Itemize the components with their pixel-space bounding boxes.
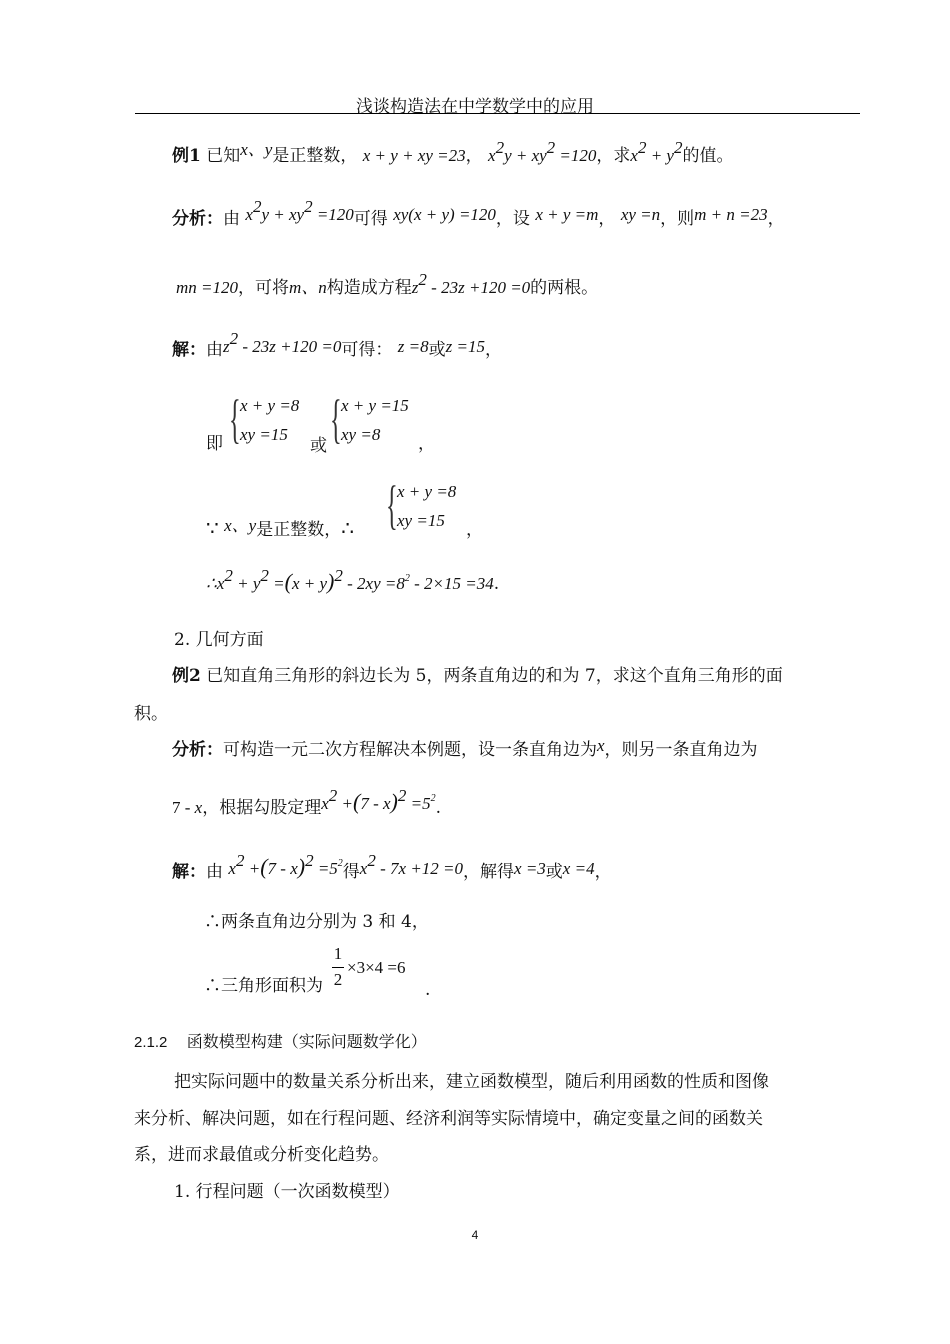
analysis-2-label: 分析： <box>172 740 223 760</box>
analysis1-text-a: 由 <box>223 209 240 229</box>
analysis1-sep: ， <box>598 209 616 229</box>
solution1-eq-c: z =15 <box>445 337 485 356</box>
fraction-bar <box>332 967 344 968</box>
example-2-label: 例2 <box>172 666 201 686</box>
running-header: 浅谈构造法在中学数学中的应用 <box>356 97 594 117</box>
analysis1-text-b: 可得 <box>353 209 388 229</box>
solution-2-line-3-end: . <box>425 980 431 1000</box>
example-2-text: 已知直角三角形的斜边长为 5，两条直角边的和为 7，求这个直角三角形的面 <box>206 666 783 686</box>
ex1-text-a: 已知 <box>206 146 241 166</box>
example-1-line <box>172 138 734 168</box>
solution-1-line-1 <box>172 329 502 362</box>
section-number: 2.1.2 <box>134 1034 168 1051</box>
system-2-eq-2: xy =8 <box>341 425 381 444</box>
paragraph-line-2: 来分析、解决问题，如在行程问题、经济利润等实际情境中，确定变量之间的函数关 <box>134 1109 763 1129</box>
solution-2-line-1 <box>172 851 612 884</box>
solution1-eq-b: z =8 <box>397 337 429 356</box>
solution1-ji: 即 <box>206 434 223 454</box>
solution2-text-c: ，解得 <box>463 862 515 882</box>
because-line <box>206 516 354 542</box>
ex1-equation-2: $x^2y + xy^2 =120$ <box>488 138 597 165</box>
system-1-eq-1: x + y =8 <box>240 396 300 415</box>
analysis1-eq-mn: mn =120 <box>176 278 239 297</box>
solution2-end: ， <box>594 862 612 882</box>
solution-2-line-3: ∴三角形面积为 <box>204 976 323 996</box>
analysis1-quadratic: $z^2 - 23z +120 =0$ <box>411 270 531 297</box>
analysis2-line2-end: . <box>435 798 442 818</box>
solution1-comma-2: ， <box>466 520 483 540</box>
analysis1-eq-b: xy(x + y) =120 <box>393 205 496 224</box>
solution-1-label: 解： <box>172 340 206 360</box>
solution2-text-d: 或 <box>545 862 563 882</box>
solution-2-line-2: ∴两条直角边分别为 3 和 4， <box>204 912 429 932</box>
system-3-eq-2: xy =15 <box>397 511 445 530</box>
solution2-text-b: 得 <box>342 862 360 882</box>
solution1-text-c: 或 <box>428 340 446 360</box>
analysis2-pythagoras: $x^2 +(7 - x)^2 =5^2$ <box>321 786 436 814</box>
section-title: 函数模型构建（实际问题数学化） <box>186 1032 427 1051</box>
analysis-2-line-2 <box>172 786 442 820</box>
solution2-eq-d: x =4 <box>562 859 595 878</box>
analysis1-text-d: ，则 <box>660 209 695 229</box>
analysis1-text-c: ，设 <box>495 209 530 229</box>
because-xy: x、y <box>224 516 257 535</box>
analysis1-eq-a: $x^2y + xy^2 =120$ <box>245 197 354 224</box>
list-item-1: 1. 行程问题（一次函数模型） <box>174 1182 400 1202</box>
solution1-final-equation: $\therefore x^2 + y^2 =(x + y)^2 - 2xy =8^2 - 2\times 15 =34$ <box>206 566 494 594</box>
analysis2-line2-a: ，根据勾股定理 <box>202 798 322 818</box>
ex1-xy: x、y <box>240 140 273 159</box>
paragraph-line-1: 把实际问题中的数量关系分析出来，建立函数模型，随后利用函数的性质和图像 <box>174 1072 769 1092</box>
ex1-sep: ， <box>465 146 483 166</box>
ex1-text-c: ，求 <box>596 146 631 166</box>
example-2-line-2: 积。 <box>134 704 168 724</box>
system-2-brace: { <box>330 389 342 449</box>
analysis1-end: ， <box>767 209 785 229</box>
ex1-equation-1: x + y + xy =23 <box>362 146 466 165</box>
analysis1-eq-d: xy =n <box>620 205 661 224</box>
system-3-brace: { <box>386 475 398 535</box>
because-symbol: ∵ <box>206 516 219 540</box>
system-1-brace: { <box>229 389 241 449</box>
analysis1-eq-c: x + y =m <box>535 205 599 224</box>
analysis2-text-b: ，则另一条直角边为 <box>604 740 758 760</box>
page-number: 4 <box>471 1228 479 1242</box>
solution1-or: 或 <box>310 436 327 456</box>
analysis2-var: x <box>597 736 605 755</box>
analysis-1-label: 分析： <box>172 209 223 229</box>
analysis-2-line-1 <box>172 738 758 762</box>
system-3-eq-1: x + y =8 <box>397 482 457 501</box>
area-equation: ×3×4 =6 <box>347 958 406 977</box>
solution-2-label: 解： <box>172 862 206 882</box>
solution1-text-b: 可得： <box>341 340 393 360</box>
solution2-text-a: 由 <box>206 862 223 882</box>
solution2-eq-c: x =3 <box>514 859 546 878</box>
fraction-numerator: 1 <box>333 944 343 963</box>
solution1-text-a: 由 <box>206 340 223 360</box>
ex1-expression: $x^2 + y^2$ <box>630 138 683 165</box>
section-geometry-title: 2. 几何方面 <box>174 630 264 650</box>
fraction-denominator: 2 <box>333 970 343 989</box>
example-1-label: 例1 <box>172 146 201 166</box>
analysis1-eq-e: m + n =23 <box>694 205 768 224</box>
system-2-eq-1: x + y =15 <box>341 396 409 415</box>
therefore-symbol: ∴ <box>341 516 354 540</box>
example-2-line-1 <box>172 664 783 688</box>
solution1-end: ， <box>485 340 502 360</box>
analysis1-line2-a: ，可将 <box>238 278 290 298</box>
solution2-eq-b: $x^2 - 7x +12 =0$ <box>359 851 464 878</box>
ex1-text-b: 是正整数， <box>272 146 358 166</box>
system-1-eq-2: xy =15 <box>240 425 288 444</box>
analysis-1-line-1 <box>172 197 785 231</box>
section-2-1-2-heading <box>134 1030 427 1055</box>
solution1-final-line <box>206 566 500 596</box>
solution1-final-end: . <box>493 574 500 594</box>
analysis1-m-n: m、n <box>289 278 327 297</box>
solution1-eq-a: $z^2 - 23z +120 =0$ <box>223 329 342 356</box>
because-text: 是正整数， <box>256 520 342 540</box>
analysis2-line2-eq: 7 - x <box>172 798 203 817</box>
paragraph-line-3: 系，进而求最值或分析变化趋势。 <box>134 1145 389 1165</box>
header-rule <box>135 113 860 114</box>
analysis-1-line-2 <box>176 270 599 300</box>
solution2-eq-a: $x^2 +(7 - x)^2 =5^2$ <box>228 851 343 879</box>
analysis1-line2-c: 的两根。 <box>530 278 599 298</box>
analysis2-text-a: 可构造一元二次方程解决本例题，设一条直角边为 <box>223 740 597 760</box>
solution1-comma: ， <box>418 434 435 454</box>
analysis1-line2-b: 构造成方程 <box>326 278 412 298</box>
ex1-text-d: 的值。 <box>682 146 734 166</box>
